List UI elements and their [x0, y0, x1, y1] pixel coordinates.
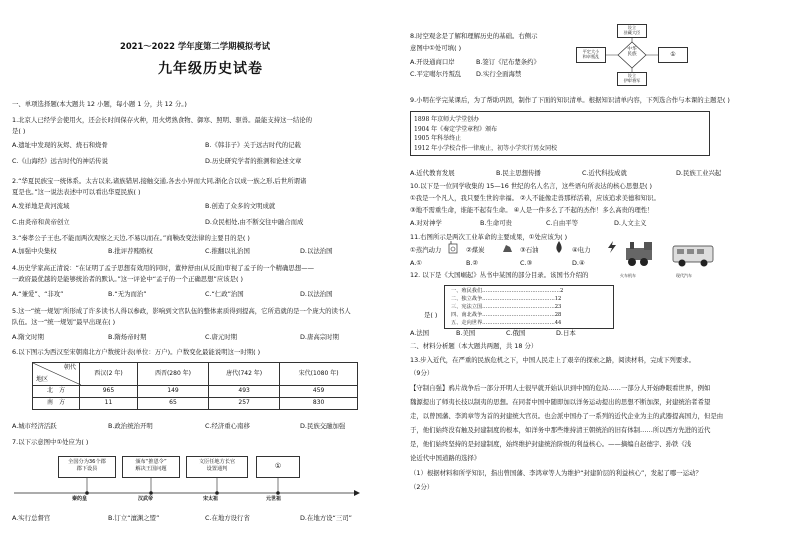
electricity-icon — [606, 240, 618, 254]
table-region-cell: 北 方 — [33, 386, 80, 398]
q8-option-a[interactable]: A.开设通商口岸 — [410, 58, 455, 66]
q6-option-b[interactable]: B.政治统治开明 — [108, 422, 153, 430]
q10-option-a[interactable]: A.对对神学 — [410, 219, 442, 227]
timeline-era-song: 宋太祖 — [203, 496, 219, 502]
list-item: 五、走向世界……………………………………44 — [451, 320, 562, 326]
q4-stem-line2: 一政府最优越的是能够统治者的默认。”这一评论中“孟子的一个正确思想”应该是( ) — [12, 275, 244, 283]
q4-option-c[interactable]: C.“仁政”治国 — [205, 290, 244, 298]
q2-option-a[interactable]: A.发祥地是黄河流域 — [12, 202, 70, 210]
q11-item-2: ②煤炭 — [466, 246, 485, 254]
table-cell: 149 — [137, 386, 208, 398]
q3-option-b[interactable]: B.批评荐贿赂权 — [108, 247, 153, 255]
bus-caption: 现代汽车 — [676, 273, 692, 278]
q2-option-d[interactable]: D.众民相处,由不断交往中融合而成 — [205, 218, 304, 226]
q2-option-b[interactable]: B.创造了众多的文明成就 — [205, 202, 276, 210]
q12-stem-line1: 12. 以下是《大国崛起》丛书中某国的部分目录。该国书介绍的 — [410, 271, 589, 279]
oil-icon — [553, 240, 565, 254]
timeline-era-qin: 秦的皇 — [72, 496, 88, 502]
q7-stem: 7.以下示意图中①处应为( ) — [12, 438, 89, 446]
q3-option-c[interactable]: C.推翻以礼治国 — [205, 247, 250, 255]
locomotive-icon — [622, 238, 660, 272]
q13-sub1-line1: （1）根据材料和所学知识，指出曾国藩、李鸿章等人为维护“封建阶层的利益核心”，发起了哪一运动？ — [410, 469, 702, 477]
q13-stem-line1: 13.步入近代，在严重的民族危机之下，中国人民走上了艰辛的探索之路，阅读材料，完成下列要求。 — [410, 356, 695, 364]
locomotive-caption: 火车机车 — [620, 273, 636, 278]
q10-quote-line1: ①我是一个凡人，我只要生世的幸福。 ②人不能像走兽那样活着，应该追求美德和知识。 — [410, 194, 660, 202]
list-item: 1905 年科举终止 — [414, 135, 462, 142]
list-item: 一、殖民我们………………………………………2 — [451, 288, 564, 294]
timeline-box-han: 颁布“推恩令” 解决王国问题 — [122, 456, 180, 478]
table-header-cell: 宋代(1080 年) — [280, 363, 358, 386]
table-header-cell: 西汉(2 年) — [80, 363, 138, 386]
q12-option-b[interactable]: B.美国 — [456, 329, 476, 337]
diagram-center: 中华 民族 — [627, 47, 637, 58]
q3-option-a[interactable]: A.加强中央集权 — [12, 247, 57, 255]
list-item: 1898 年京师大学堂创办 — [414, 116, 480, 123]
table-cell: 830 — [280, 398, 358, 410]
q10-quote-line2: ③地不需重生命，谁能不起有生命。 ④人是一件多么了不起的杰作！多么高贵的理性！ — [410, 206, 654, 214]
timeline-era-yuan: 元世祖 — [266, 496, 282, 502]
q9-stem: 9.小明在学完某课后，为了帮助巩固，制作了下面的知识清单。根据知识清单内容，下列选合作与本课的主题是( ) — [410, 96, 730, 104]
timeline-box-blank: ① — [256, 456, 300, 478]
q13-sub1-line2: （2分） — [410, 483, 434, 491]
q6-stem: 6.以下图示为西汉至宋朝南北方户数统计表(单位：万户)。户数变化最能说明这一时期( ) — [12, 348, 261, 356]
bus-icon — [670, 236, 716, 272]
q2-option-c[interactable]: C.由炎帝和黄帝创立 — [12, 218, 70, 226]
q13-material-line4: 于，他们始终没有触及封建制度的根本，如洋务中那些维持清王朝统治的旧有体制……所以西方先进的近代 — [410, 426, 711, 434]
q1-option-c[interactable]: C.《山海经》远古时代的神话传说 — [12, 157, 108, 165]
q9-option-b[interactable]: B.民主思想传播 — [496, 169, 541, 177]
q7-option-a[interactable]: A.实行总督官 — [12, 514, 51, 522]
q1-option-a[interactable]: A.遗址中发现的灰烬、烧石和烧骨 — [12, 141, 108, 149]
q11-option-d[interactable]: D.④ — [572, 259, 585, 267]
q8-option-c[interactable]: C.平定噶尔丹叛乱 — [410, 70, 462, 78]
toc-box — [444, 285, 614, 329]
list-item: 1904 年《奏定学堂章程》颁布 — [414, 125, 498, 133]
section2-heading: 二、材料分析题（本大题共两题，共 18 分） — [410, 342, 538, 350]
timeline-axis — [10, 478, 360, 502]
q11-item-1: ①蒸汽动力 — [410, 246, 442, 254]
table-cell: 11 — [80, 398, 138, 410]
q2-stem-line2: 夏是也。”这一说法表述中可以看出华夏民族( ) — [12, 188, 141, 196]
q5-option-b[interactable]: B.隋炀帝时期 — [108, 333, 147, 341]
q9-option-c[interactable]: C.近代科技成就 — [582, 169, 627, 177]
q8-stem-line2: 意图中①处可填( ) — [410, 44, 462, 52]
q3-option-d[interactable]: D.以法治国 — [300, 247, 333, 255]
q11-item-3: ③石油 — [520, 246, 539, 254]
q10-option-c[interactable]: C.自由平等 — [546, 219, 579, 227]
q13-material-line5: 是，他们始终坚持的是封建制度，始终维护封建统治阶级的利益核心。——摘编自赵德宇、孙铁《浅 — [410, 440, 692, 448]
household-table — [32, 362, 358, 410]
q11-option-a[interactable]: A.① — [410, 259, 423, 267]
q9-option-a[interactable]: A.近代教育发展 — [410, 169, 455, 177]
q1-stem-line2: 是( ) — [12, 127, 26, 135]
q1-option-b[interactable]: B.《韩非子》关于远古时代的记载 — [205, 141, 301, 149]
table-cell: 965 — [80, 386, 138, 398]
exam-year-title: 2021～2022 学年度第二学期模拟考试 — [120, 41, 271, 51]
q9-option-d[interactable]: D.民族工业兴起 — [676, 169, 722, 177]
q4-option-b[interactable]: B.“无为而治” — [108, 290, 147, 298]
list-item: 三、宪法立国……………………………………23 — [451, 304, 562, 310]
q13-material-line1: 【守制自强】鸦片战争后一部分开明人士很早就开始认识到中国的危局……一部分人开始睁眼看世界，例如 — [410, 384, 711, 392]
q6-option-d[interactable]: D.民族交融加强 — [300, 422, 346, 430]
table-row — [33, 386, 358, 398]
q10-option-b[interactable]: B.生命可贵 — [480, 219, 512, 227]
diagram-bottom: 设立 伊犁将军 — [617, 72, 647, 86]
q6-option-a[interactable]: A.城市经济活跃 — [12, 422, 57, 430]
list-item: 二、独立战争……………………………………12 — [451, 296, 562, 302]
q13-stem-line2: （9分） — [410, 369, 434, 377]
knowledge-list-box — [410, 111, 710, 156]
q8-option-d[interactable]: D.实行全面海禁 — [476, 70, 522, 78]
list-item: 1912 年小学校合作一律废止，初等小学实行男女同校 — [414, 144, 558, 152]
timeline-box-qin: 全国分为36个郡 郡下设县 — [58, 456, 116, 478]
table-cell: 257 — [209, 398, 280, 410]
q5-option-a[interactable]: A.隋文时期 — [12, 333, 44, 341]
q13-material-line3: 走，以曾国藩、李鸿章等为首的封建统大官员。也会派中国办了一系列的近代企业为主的武器提高国力，但是由 — [410, 412, 724, 420]
q13-material-line2: 魏源提出了师夷长技以制夷的思想。在同者中国中随即加以洋务运动提出的思想不断加深，封建统治者希望 — [410, 398, 711, 406]
q11-option-b[interactable]: B.② — [466, 259, 479, 267]
table-cell: 493 — [209, 386, 280, 398]
timeline-arrow-icon — [354, 490, 360, 496]
q5-stem-line2: 队伍。这一“统一规划”最早出现在( ) — [12, 318, 116, 326]
table-cell: 459 — [280, 386, 358, 398]
timeline-box-song: 文臣任地方长官 设置通判 — [186, 456, 248, 478]
diagram-left: 平定大小 和卓叛乱 — [576, 47, 606, 63]
q3-stem: 3.“秦孝公子王也,不能而两次观察之天边,不易以而在。”商鞅改变法律的主要目的是( ) — [12, 234, 250, 242]
q12-option-d[interactable]: D.日本 — [556, 329, 576, 337]
q1-stem-line1: 1.北京人已经学会使用火，还会长时间保存火种，用火烤熟食物、御寒、照明、驱兽。最能支持这一结论的 — [12, 116, 313, 124]
q11-option-c[interactable]: C.③ — [520, 259, 533, 267]
q8-option-b[interactable]: B.签订《尼布楚条约》 — [476, 58, 540, 66]
diagram-top: 设立 驻藏大臣 — [617, 24, 647, 38]
q2-stem-line1: 2.“华夏民族宝一统体系。太古以来,诸族错居,接触交通,各去小异而大同,渐化合以成一族之形,后世所谓诸 — [12, 177, 307, 185]
corner-top-label: 朝代 — [63, 364, 76, 371]
diagram-right: ① — [658, 47, 688, 63]
corner-bottom-label: 地区 — [36, 375, 49, 383]
table-corner-cell — [33, 363, 80, 386]
q11-stem: 11.右图所示是两次工业革命的主要成果，①处应该为( ) — [410, 233, 568, 241]
q10-stem-line1: 10.以下是一位同学收集的 15—16 世纪的名人名言，这些语句所表达的核心思想是( ) — [410, 182, 653, 190]
q5-option-c[interactable]: C.唐元时期 — [205, 333, 238, 341]
q13-material-line6: 论近代中国道路的选择》 — [410, 454, 481, 462]
section1-heading: 一、单项选择题(本大题共 12 小题，每小题 1 分，共 12 分。) — [12, 100, 187, 108]
q12-option-a[interactable]: A.法国 — [410, 329, 430, 337]
table-cell: 65 — [137, 398, 208, 410]
steam-engine-icon — [447, 240, 459, 254]
exam-subject-title: 九年级历史试卷 — [158, 61, 263, 77]
q1-option-d[interactable]: D.历史研究学者的推测和论述文章 — [205, 157, 302, 165]
q5-stem-line1: 5.这一“统一规划”所形成了许多读书人得以参政，影响到文官队伍的整体素质得到提高，它所造就的是一个庞大的读书人 — [12, 307, 351, 315]
table-region-cell: 南 方 — [33, 398, 80, 410]
list-item: 四、南北战争……………………………………28 — [451, 312, 562, 318]
q7-option-c[interactable]: C.在地方设行省 — [205, 514, 250, 522]
q7-option-d[interactable]: D.在地方设“三司” — [300, 514, 352, 522]
q11-item-4: ④电力 — [572, 246, 591, 254]
table-row — [33, 398, 358, 410]
table-header-cell: 西晋(280 年) — [137, 363, 208, 386]
coal-icon — [501, 240, 513, 254]
q8-stem-line1: 8.时空观念是了解和理解历史的基础。右侧示 — [410, 32, 538, 40]
q4-option-a[interactable]: A.“兼爱”、“非攻” — [12, 290, 64, 298]
table-header-cell: 唐代(742 年) — [209, 363, 280, 386]
q12-stem-line2: 是( ) — [424, 311, 438, 319]
q10-option-d[interactable]: D.人文主义 — [614, 219, 647, 227]
q6-option-c[interactable]: C.经济重心南移 — [205, 422, 250, 430]
q7-option-b[interactable]: B.订立“澶渊之盟” — [108, 514, 160, 522]
q4-option-d[interactable]: D.以法治国 — [300, 290, 333, 298]
timeline-era-han: 汉武帝 — [138, 496, 154, 502]
q5-option-d[interactable]: D.唐高宗时期 — [300, 333, 339, 341]
q4-stem-line1: 4.历史学家高正清说：“在证明了孟子思想有效用的同时，董仲舒由(从反面)审视了孟子的一个精确思想—— — [12, 264, 314, 272]
q12-option-c[interactable]: C.俄国 — [506, 329, 526, 337]
